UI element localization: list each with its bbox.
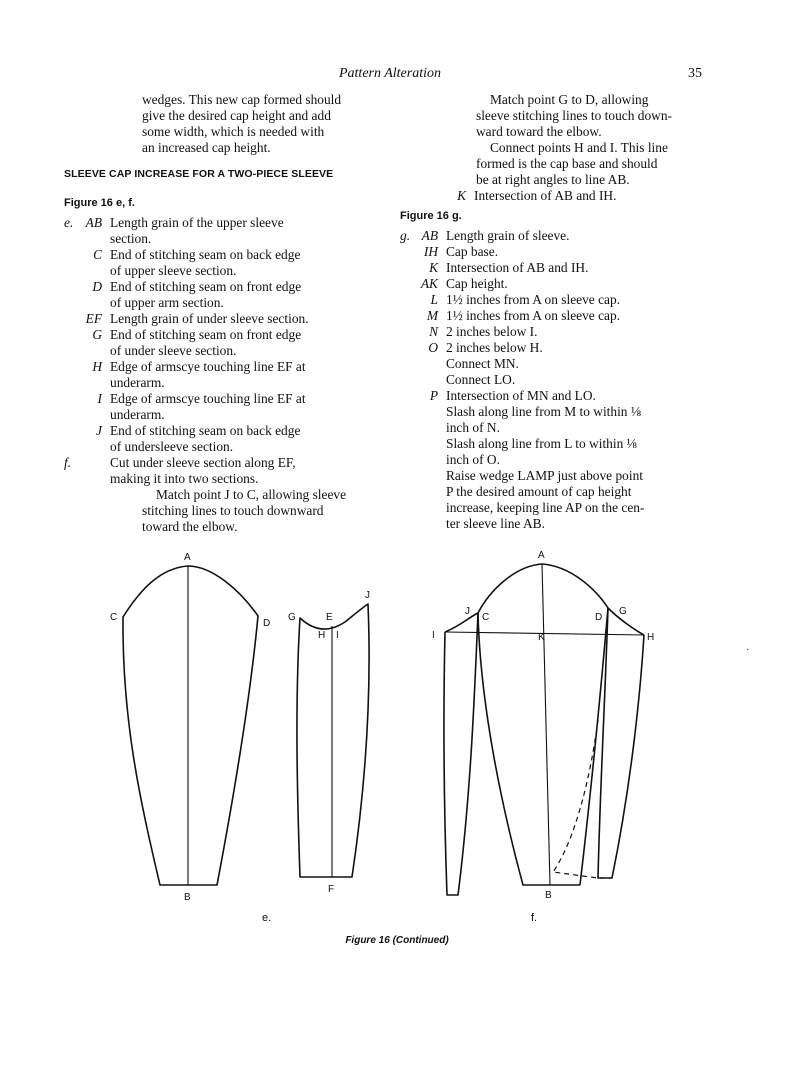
label-e-I: I [336, 630, 339, 641]
entry-line: P the desired amount of cap height [446, 484, 632, 499]
entry-figure-key [400, 388, 412, 532]
entry-description [110, 247, 376, 279]
entry-figure-key [400, 292, 412, 308]
text-line: stitching lines to touch downward [142, 503, 324, 518]
left-intro [64, 92, 376, 156]
text-line: wedges. This new cap formed should [142, 92, 342, 107]
entry-line: of upper sleeve section. [110, 263, 237, 278]
entry-line: Slash along line from L to within ⅛ [446, 436, 637, 451]
legend-entry [64, 247, 376, 279]
entry-point-key: C [93, 247, 102, 262]
entry-description [446, 228, 706, 244]
right-intro-2 [400, 140, 706, 188]
sleeve-pattern-figure [0, 540, 794, 940]
entry-line: increase, keeping line AP on the cen- [446, 500, 645, 515]
entry-point-key: K [429, 260, 438, 275]
entry-line: section. [110, 231, 152, 246]
entry-point-key: H [92, 359, 102, 374]
entry-line: inch of N. [446, 420, 500, 435]
figure-sub-label-f: f. [531, 912, 538, 924]
text-line: ward toward the elbow. [476, 124, 602, 139]
legend-entry [64, 311, 376, 327]
entry-line: underarm. [110, 407, 165, 422]
entry-description [110, 327, 376, 359]
text-line: give the desired cap height and add [142, 108, 331, 123]
entry-line: Cap base. [446, 244, 499, 259]
text-line: Match point G to D, allowing [490, 92, 649, 107]
entry-figure-key [400, 324, 412, 340]
text-line: formed is the cap base and should [476, 156, 658, 171]
entry-figure-key [64, 327, 76, 359]
k-entry-key: K [457, 188, 466, 203]
entry-description [446, 276, 706, 292]
legend-entry [400, 308, 706, 324]
entry-description [446, 292, 706, 308]
entry-line: 2 inches below I. [446, 324, 538, 339]
entry-line: End of stitching seam on back edge [110, 423, 301, 438]
entry-point-key: J [96, 423, 102, 438]
legend-entry [64, 327, 376, 359]
text-line: sleeve stitching lines to touch down- [476, 108, 672, 123]
label-f-A: A [538, 550, 545, 561]
entry-line: of undersleeve section. [110, 439, 234, 454]
entry-figure-key: f. [64, 455, 72, 470]
legend-entry [64, 279, 376, 311]
text-line: some width, which is needed with [142, 124, 325, 139]
entry-line: Connect MN. [446, 356, 519, 371]
entry-figure-key [400, 260, 412, 276]
entry-description [446, 340, 706, 388]
page-number: 35 [688, 66, 702, 81]
entry-line: making it into two sections. [110, 471, 259, 486]
combined-grain-line [542, 564, 550, 885]
label-f-B: B [545, 890, 552, 901]
text-line: Match point J to C, allowing sleeve [156, 487, 347, 502]
label-e-B: B [184, 892, 191, 903]
entry-description [110, 359, 376, 391]
entry-line: 1½ inches from A on sleeve cap. [446, 292, 621, 307]
text-line: an increased cap height. [142, 140, 271, 155]
entry-figure-key [64, 247, 76, 279]
entry-point-key: IH [423, 244, 438, 259]
entry-description [446, 308, 706, 324]
legend-entry [400, 276, 706, 292]
entry-description [446, 260, 706, 276]
entry-line: of under sleeve section. [110, 343, 237, 358]
left-column [64, 92, 376, 535]
entry-description [110, 391, 376, 423]
legend-entry [64, 215, 376, 247]
legend-entry [64, 423, 376, 455]
entry-point-key [76, 455, 110, 487]
figure-caption: Figure 16 (Continued) [345, 935, 449, 946]
entry-description [446, 244, 706, 260]
entry-point-key: P [429, 388, 438, 403]
label-f-H: H [647, 632, 655, 643]
left-outro [64, 487, 376, 535]
entry-line: Length grain of the upper sleeve [110, 215, 284, 230]
right-entries [400, 228, 706, 532]
section-heading: SLEEVE CAP INCREASE FOR A TWO-PIECE SLEEVE [64, 168, 334, 180]
entry-figure-key [64, 391, 76, 423]
entry-line: Intersection of AB and IH. [446, 260, 589, 275]
label-e-F: F [328, 884, 335, 895]
entry-point-key: EF [85, 311, 102, 326]
entry-description [110, 423, 376, 455]
entry-figure-key [64, 423, 76, 455]
legend-entry [400, 340, 706, 388]
combined-cap-outline [445, 564, 644, 635]
legend-entry [400, 228, 706, 244]
legend-entry [400, 260, 706, 276]
entry-point-key: G [92, 327, 102, 342]
entry-point-key: I [97, 391, 102, 406]
entry-line: End of stitching seam on back edge [110, 247, 301, 262]
entry-description [110, 215, 376, 247]
label-f-K: K [538, 632, 545, 643]
entry-point-key: L [430, 292, 438, 307]
k-entry [400, 188, 706, 204]
label-e-C: C [110, 612, 118, 623]
entry-line: Length grain of under sleeve section. [110, 311, 309, 326]
figure-label-g: Figure 16 g. [400, 210, 462, 222]
upper-back-outline [478, 613, 580, 885]
entry-line: Intersection of MN and LO. [446, 388, 596, 403]
label-e-G: G [288, 612, 296, 623]
text-line: toward the elbow. [142, 519, 238, 534]
stray-mark: · [746, 644, 750, 655]
upper-sleeve-outline [123, 566, 258, 885]
entry-description [110, 311, 376, 327]
label-e-H: H [318, 630, 326, 641]
entry-line: Edge of armscye touching line EF at [110, 359, 306, 374]
entry-line: ter sleeve line AB. [446, 516, 545, 531]
label-f-G: G [619, 606, 627, 617]
entry-figure-key [400, 308, 412, 324]
legend-entry [400, 324, 706, 340]
entry-point-key: AB [85, 215, 102, 230]
right-intro-1 [400, 92, 706, 140]
entry-line: End of stitching seam on front edge [110, 279, 302, 294]
entry-figure-key: g. [400, 228, 411, 243]
entry-description [110, 455, 376, 487]
entry-description [446, 324, 706, 340]
right-column [400, 92, 706, 532]
entry-point-key: N [429, 324, 438, 339]
entry-point-key: M [426, 308, 438, 323]
entry-figure-key [400, 244, 412, 260]
entry-figure-key [64, 359, 76, 391]
entry-line: Cut under sleeve section along EF, [110, 455, 296, 470]
k-entry-text: Intersection of AB and IH. [474, 188, 617, 203]
entry-line: underarm. [110, 375, 165, 390]
legend-entry [400, 292, 706, 308]
entry-figure-key [400, 276, 412, 292]
entry-line: Slash along line from M to within ⅛ [446, 404, 641, 419]
entry-point-key: D [92, 279, 102, 294]
left-entries [64, 215, 376, 487]
label-f-J: J [465, 606, 470, 617]
entry-line: Length grain of sleeve. [446, 228, 570, 243]
entry-line: 2 inches below H. [446, 340, 543, 355]
entry-line: Connect LO. [446, 372, 516, 387]
entry-line: Edge of armscye touching line EF at [110, 391, 306, 406]
entry-line: 1½ inches from A on sleeve cap. [446, 308, 621, 323]
front-outline [580, 608, 608, 885]
entry-line: End of stitching seam on front edge [110, 327, 302, 342]
entry-line: inch of O. [446, 452, 500, 467]
entry-description [110, 279, 376, 311]
under-sleeve-outline [297, 604, 369, 877]
label-f-D: D [595, 612, 603, 623]
legend-entry [64, 391, 376, 423]
legend-entry [400, 388, 706, 532]
entry-point-key: O [428, 340, 438, 355]
running-head: Pattern Alteration [338, 66, 441, 81]
under-front-outline [444, 613, 478, 895]
entry-point-key: AB [421, 228, 438, 243]
figure-label-ef: Figure 16 e, f. [64, 197, 135, 209]
text-line: be at right angles to line AB. [476, 172, 630, 187]
label-f-C: C [482, 612, 490, 623]
entry-figure-key: e. [64, 215, 74, 230]
entry-line: Cap height. [446, 276, 508, 291]
entry-figure-key [64, 279, 76, 311]
label-e-A: A [184, 552, 191, 563]
text-line: Connect points H and I. This line [490, 140, 668, 155]
entry-description [446, 388, 706, 532]
legend-entry [400, 244, 706, 260]
entry-figure-key [64, 311, 76, 327]
figure-sub-label-e: e. [262, 912, 272, 924]
label-e-J: J [365, 590, 370, 601]
legend-entry [64, 455, 376, 487]
label-e-D: D [263, 618, 271, 629]
entry-line: Raise wedge LAMP just above point [446, 468, 643, 483]
label-e-E: E [326, 612, 333, 623]
label-f-I: I [432, 630, 435, 641]
entry-point-key: AK [420, 276, 438, 291]
legend-entry [64, 359, 376, 391]
entry-line: of upper arm section. [110, 295, 224, 310]
entry-figure-key [400, 340, 412, 388]
